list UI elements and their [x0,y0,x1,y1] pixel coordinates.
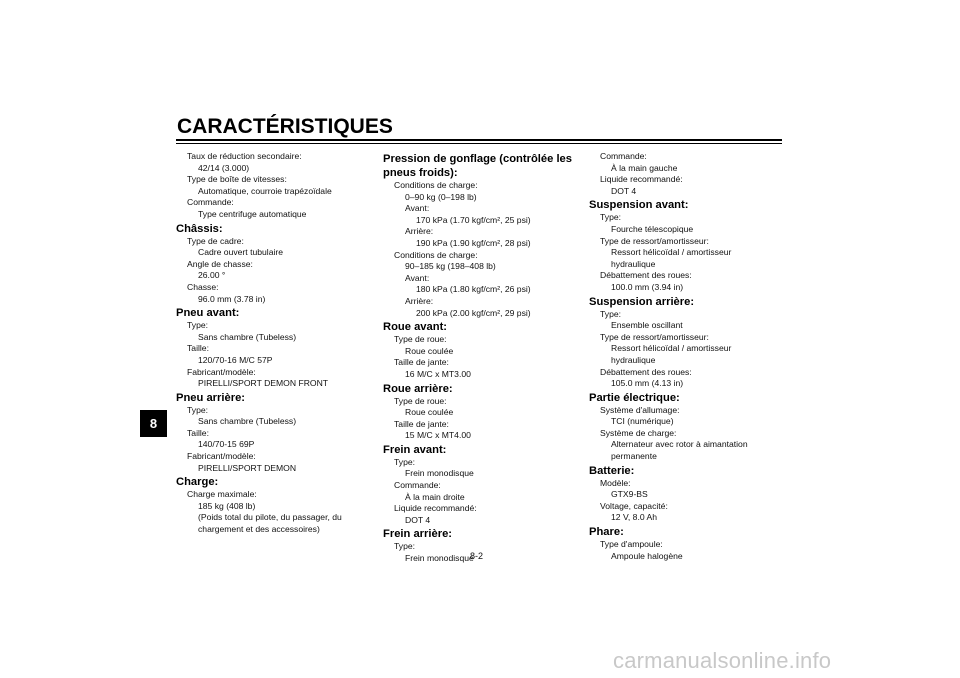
spec-value: 185 kg (408 lb) [198,500,256,511]
spec-value: TCI (numérique) [611,416,674,427]
spec-label: Débattement des roues: [600,270,692,281]
page-title: CARACTÉRISTIQUES [177,115,393,138]
spec-column-2 [383,151,573,565]
spec-value: Sans chambre (Tubeless) [198,331,297,342]
spec-label: Type: [600,212,622,223]
spec-value: PIRELLI/SPORT DEMON [198,462,297,473]
title-rule-thin [176,143,782,144]
spec-value: 180 kPa (1.80 kgf/cm², 26 psi) [416,284,531,295]
section-heading: Phare: [589,526,624,539]
section-heading: Roue arrière: [383,382,453,395]
section-heading: Pneu arrière: [176,391,246,404]
spec-value: Sans chambre (Tubeless) [198,416,297,427]
spec-label: Type de roue: [394,334,447,345]
spec-value: Alternateur avec rotor à aimantation [611,439,748,450]
spec-value: 16 M/C x MT3.00 [405,368,471,379]
spec-label: Fabricant/modèle: [187,451,256,462]
section-heading: Charge: [176,476,219,489]
spec-value: Roue coulée [405,345,454,356]
spec-value: Frein monodisque [405,468,474,479]
spec-value: GTX9-BS [611,489,648,500]
spec-value: 42/14 (3.000) [198,162,250,173]
spec-value: 170 kPa (1.70 kgf/cm², 25 psi) [416,214,531,225]
spec-value: 120/70-16 M/C 57P [198,354,273,365]
spec-label: Taille: [187,427,209,438]
spec-label: Taille de jante: [394,418,449,429]
spec-value: Arrière: [405,295,434,306]
section-heading: Châssis: [176,222,223,235]
section-heading: Batterie: [589,464,635,477]
spec-label: Type de boîte de vitesses: [187,174,287,185]
spec-column-1 [176,151,366,536]
spec-value: chargement et des accessoires) [198,524,320,535]
spec-label: Type: [187,320,209,331]
spec-label: Type: [600,308,622,319]
spec-label: Fabricant/modèle: [187,366,256,377]
spec-value: 140/70-15 69P [198,439,255,450]
spec-label: Voltage, capacité: [600,500,668,511]
spec-label: Chasse: [187,281,219,292]
spec-value: hydraulique [611,258,656,269]
spec-column-3 [589,151,779,562]
page-number: 8-2 [470,551,484,561]
spec-label: Type de ressort/amortisseur: [600,235,709,246]
spec-value: permanente [611,451,657,462]
spec-value: À la main droite [405,491,465,502]
spec-label: Taux de réduction secondaire: [187,151,302,161]
spec-label: Type de cadre: [187,235,244,246]
chapter-tab: 8 [140,410,167,437]
spec-value: 200 kPa (2.00 kgf/cm², 29 psi) [416,307,531,318]
spec-value: hydraulique [611,354,656,365]
section-heading: Suspension avant: [589,199,689,212]
spec-value: 190 kPa (1.90 kgf/cm², 28 psi) [416,237,531,248]
spec-label: Liquide recommandé: [394,503,477,514]
spec-value: Arrière: [405,226,434,237]
spec-value: 0–90 kg (0–198 lb) [405,191,477,202]
spec-label: Type: [394,541,416,552]
spec-label: Système d'allumage: [600,404,680,415]
section-heading: Pression de gonflage (contrôlée les pneus froids): [383,153,572,179]
spec-label: Liquide recommandé: [600,174,683,185]
spec-value: 26.00 ° [198,270,226,281]
spec-value: 96.0 mm (3.78 in) [198,293,266,304]
spec-label: Taille: [187,343,209,354]
spec-label: Charge maximale: [187,489,257,500]
spec-label: Type de ressort/amortisseur: [600,331,709,342]
spec-label: Système de charge: [600,427,677,438]
spec-value: Ressort hélicoïdal / amortisseur [611,343,732,354]
section-heading: Partie électrique: [589,391,680,404]
spec-value: À la main gauche [611,162,678,173]
spec-value: Cadre ouvert tubulaire [198,247,284,258]
spec-label: Type d'ampoule: [600,539,663,550]
spec-value: 90–185 kg (198–408 lb) [405,261,496,272]
spec-value: DOT 4 [611,185,637,196]
spec-value: Frein monodisque [405,553,474,564]
title-rule [176,139,782,141]
spec-value: Avant: [405,203,430,214]
section-heading: Pneu avant: [176,307,240,320]
section-heading: Roue avant: [383,321,448,334]
watermark: carmanualsonline.info [613,648,832,673]
spec-label: Type: [394,456,416,467]
spec-label: Conditions de charge: [394,180,478,190]
spec-value: PIRELLI/SPORT DEMON FRONT [198,378,329,389]
spec-value: 15 M/C x MT4.00 [405,430,471,441]
spec-value: 105.0 mm (4.13 in) [611,378,684,389]
spec-label: Commande: [394,480,441,491]
spec-value: DOT 4 [405,514,431,525]
spec-value: Type centrifuge automatique [198,208,307,219]
spec-label: Commande: [600,151,647,161]
spec-label: Conditions de charge: [394,249,478,260]
spec-label: Débattement des roues: [600,366,692,377]
spec-value: Fourche télescopique [611,223,694,234]
spec-label: Modèle: [600,477,631,488]
spec-value: Roue coulée [405,407,454,418]
spec-label: Commande: [187,197,234,208]
section-heading: Suspension arrière: [589,295,695,308]
spec-value: Ensemble oscillant [611,320,683,331]
spec-value: Ampoule halogène [611,550,683,561]
spec-value: 12 V, 8.0 Ah [611,512,658,523]
spec-label: Type: [187,404,209,415]
spec-value: Automatique, courroie trapézoïdale [198,185,332,196]
spec-value: 100.0 mm (3.94 in) [611,281,684,292]
spec-value: Avant: [405,272,430,283]
spec-value: Ressort hélicoïdal / amortisseur [611,247,732,258]
spec-value: (Poids total du pilote, du passager, du [198,512,342,523]
section-heading: Frein arrière: [383,528,453,541]
spec-label: Taille de jante: [394,357,449,368]
spec-label: Angle de chasse: [187,258,253,269]
section-heading: Frein avant: [383,443,447,456]
spec-label: Type de roue: [394,395,447,406]
